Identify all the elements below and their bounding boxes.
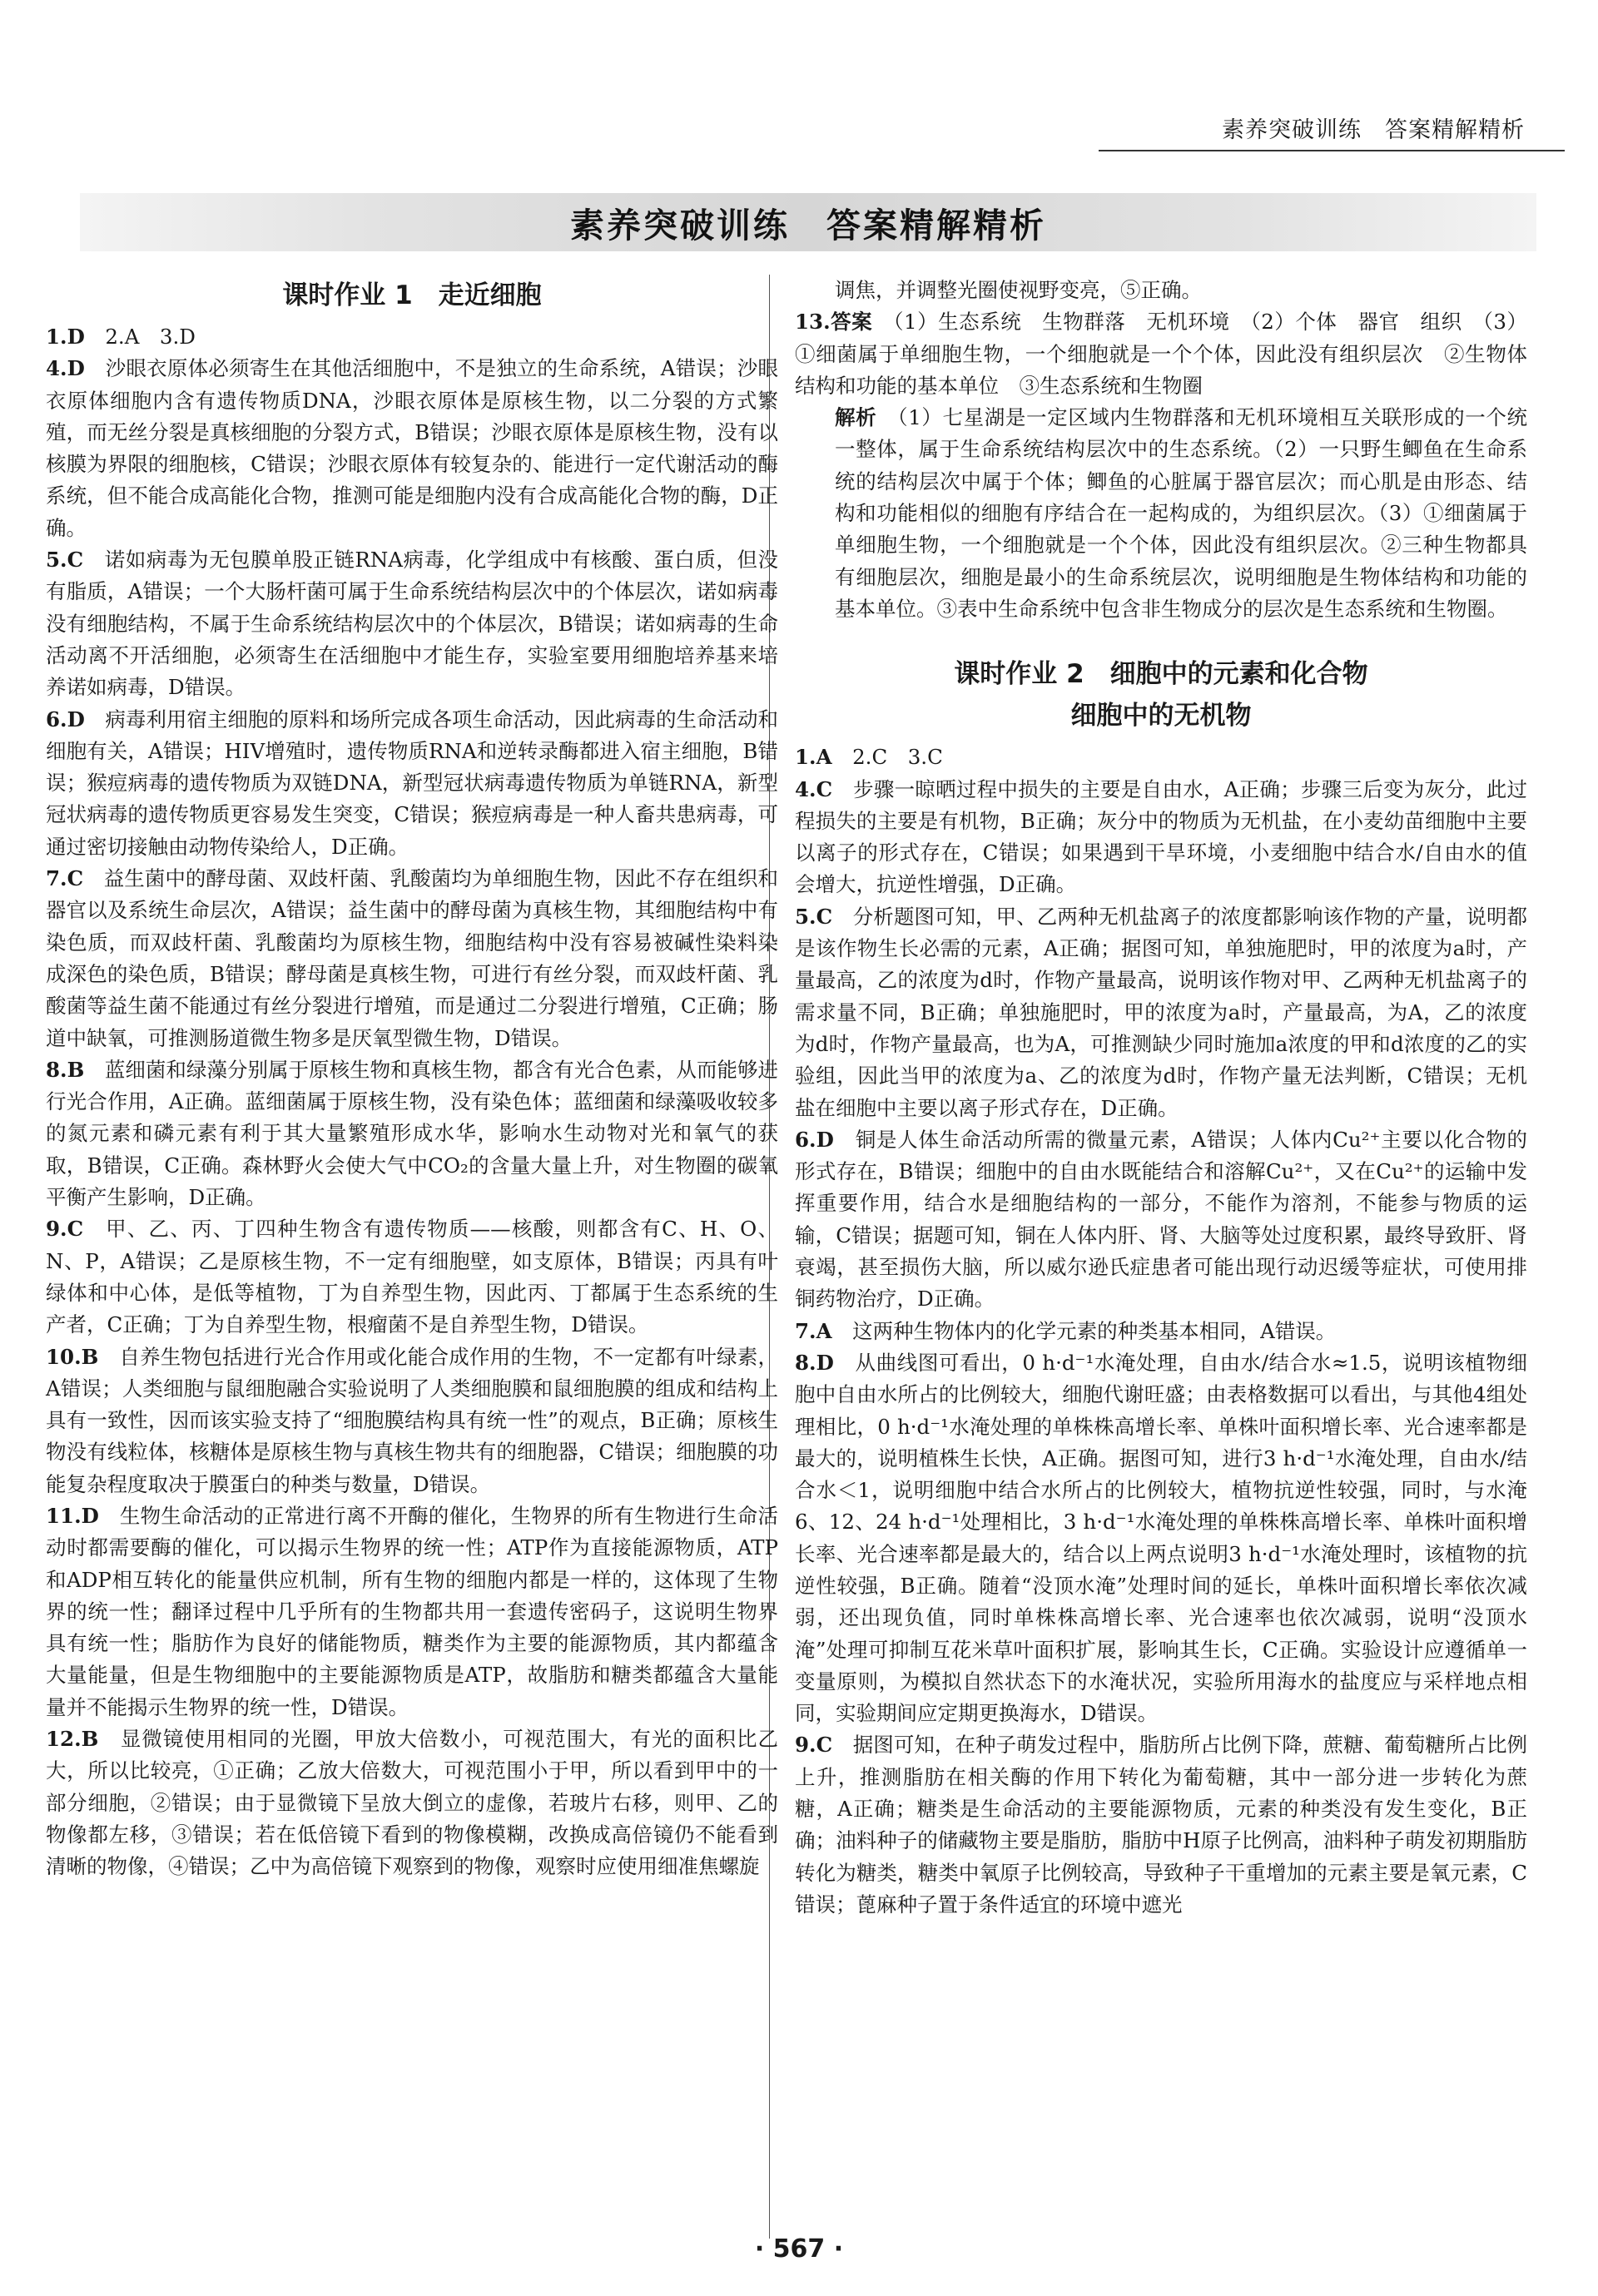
lesson-1-answers bbox=[46, 321, 778, 1883]
answer-text: 2.A 3.D bbox=[105, 325, 196, 349]
answer-text: 蓝细菌和绿藻分别属于原核生物和真核生物，都含有光合色素，从而能够进行光合作用，A正确。蓝细菌属于原核生物，没有染色体；蓝细菌和绿藻吸收较多的氮元素和磷元素有利于其大量繁殖形成水华，影响水生动物对光和氧气的获取，B错误，C正确。森林野火会使大气中CO₂的含量大量上升，对生物圈的碳氧平衡产生影响，D正确。 bbox=[46, 1057, 779, 1210]
answer-text: 从曲线图可看出，0 h·d⁻¹水淹处理，自由水/结合水≈1.5，说明该植物细胞中自由水所占的比例较大，细胞代谢旺盛；由表格数据可以看出，与其他4组处理相比，0 h·d⁻¹水淹处理的单株株高增长率、单株叶面积增长率、光合速率都是最大的，说明植株生长快，A正确。据图可知，进行3 h·d⁻¹水淹处理，自由水/结合水＜1，说明细胞中结合水所占的比例较大，植物抗逆性较强，同时，与水淹6、12、24 h·d⁻¹处理相比，3 h·d⁻¹水淹处理的单株株高增长率、单株叶面积增长率、光合速率都是最大的，结合以上两点说明3 h·d⁻¹水淹处理时，该植物的抗逆性较强，B正确。随着“没顶水淹”处理时间的延长，单株叶面积增长率依次减弱，还出现负值，同时单株株高增长率、光合速率也依次减弱，说明“没顶水淹”处理可抑制互花米草叶面积扩展，影响其生长，C正确。实验设计应遵循单一变量原则，为模拟自然状态下的水淹状况，实验所用海水的盐度应与采样地点相同，实验期间应定期更换海水，D错误。 bbox=[795, 1350, 1528, 1726]
header-rule bbox=[1099, 150, 1565, 151]
answer-text: 甲、乙、丙、丁四种生物含有遗传物质——核酸，则都含有C、H、O、N、P，A错误；乙是原核生物，不一定有细胞壁，如支原体，B错误；丙具有叶绿体和中心体，是低等植物，丁为自养型生物，因此丙、丁都属于生态系统的生产者，C正确；丁为自养型生物，根瘤菌不是自养型生物，D错误。 bbox=[46, 1217, 778, 1337]
q12-continuation: 调焦，并调整光圈使视野变亮，⑤正确。 bbox=[835, 278, 1202, 302]
answer-item bbox=[795, 901, 1527, 1124]
answer-text: 据图可知，在种子萌发过程中，脂肪所占比例下降，蔗糖、葡萄糖所占比例上升，推测脂肪在相关酶的作用下转化为葡萄糖，其中一部分进一步转化为蔗糖，A正确；糖类是生命活动的主要能源物质，元素的种类没有发生变化，B正确；油料种子的储藏物主要是脂肪，脂肪中H原子比例高，油料种子萌发初期脂肪转化为糖类，糖类中氧原子比例较高，导致种子干重增加的元素主要是氧元素，C错误；蓖麻种子置于条件适宜的环境中遮光 bbox=[795, 1733, 1528, 1917]
answer-text: 生物生命活动的正常进行离不开酶的催化，生物界的所有生物进行生命活动时都需要酶的催化，可以揭示生物界的统一性；ATP作为直接能源物质，ATP和ADP相互转化的能量供应机制，所有生物的细胞内都是一样的，这体现了生物界的统一性；翻译过程中几乎所有的生物都共用一套遗传密码子，这说明生物界具有统一性；脂肪作为良好的储能物质，糖类作为主要的能源物质，其内都蕴含大量能量，但是生物细胞中的主要能源物质是ATP，故脂肪和糖类都蕴含大量能量并不能揭示生物界的统一性，D错误。 bbox=[46, 1503, 779, 1719]
answer-item bbox=[795, 774, 1527, 901]
lesson-2-title bbox=[795, 653, 1527, 736]
lesson-2-title-line1: 课时作业 2 细胞中的元素和化合物 bbox=[954, 659, 1368, 690]
lesson-1-title: 课时作业 1 走近细胞 bbox=[282, 280, 542, 310]
answer-item bbox=[46, 863, 778, 1054]
answer-number: 6.D bbox=[46, 707, 85, 731]
q13-block bbox=[795, 306, 1527, 625]
banner-title: 素养突破训练 答案精解精析 bbox=[570, 205, 1046, 245]
answer-item bbox=[795, 1347, 1527, 1730]
q13-analysis bbox=[795, 402, 1527, 625]
answer-text: 显微镜使用相同的光圈，甲放大倍数小，可视范围大，有光的面积比乙大，所以比较亮，①正确；乙放大倍数大，可视范围小于甲，所以看到甲中的一部分细胞，②错误；由于显微镜下呈放大倒立的虚像，若玻片右移，则甲、乙的物像都左移，③错误；若在低倍镜下看到的物像模糊，改换成高倍镜仍不能看到清晰的物像，④错误；乙中为高倍镜下观察到的物像，观察时应使用细准焦螺旋 bbox=[46, 1727, 779, 1879]
answer-number: 7.A bbox=[795, 1318, 832, 1343]
answer-number: 6.D bbox=[795, 1127, 834, 1152]
q13-answer bbox=[795, 306, 1527, 402]
answer-number: 5.C bbox=[795, 904, 833, 929]
answer-number: 9.C bbox=[795, 1733, 833, 1758]
answer-number: 8.D bbox=[795, 1350, 834, 1375]
answer-number: 7.C bbox=[46, 866, 84, 891]
answer-number: 12.B bbox=[46, 1727, 99, 1752]
answer-item bbox=[46, 1341, 778, 1500]
answer-number: 1.A bbox=[795, 745, 832, 770]
analysis-label: 解析 bbox=[835, 405, 877, 430]
answer-number: 10.B bbox=[46, 1344, 99, 1369]
lesson-2-title-line2: 细胞中的无机物 bbox=[1070, 701, 1252, 731]
answer-item bbox=[795, 741, 1527, 773]
answer-number: 11.D bbox=[46, 1503, 99, 1528]
answer-item bbox=[46, 321, 778, 353]
answer-number: 5.C bbox=[46, 548, 84, 573]
running-head: 素养突破训练 答案精解精析 bbox=[1222, 117, 1525, 143]
answer-item bbox=[795, 1316, 1527, 1347]
answer-number: 1.D bbox=[46, 325, 85, 349]
answer-item bbox=[46, 1213, 778, 1341]
q13-answer-text: （1）生态系统 生物群落 无机环境 （2）个体 器官 组织 （3）①细菌属于单细胞生物，一个细胞就是一个个体，因此没有组织层次 ②生物体结构和功能的基本单位 ③生态系统和生物圈 bbox=[795, 310, 1528, 398]
answer-item bbox=[46, 353, 778, 544]
right-column bbox=[795, 275, 1527, 1921]
answer-number: 8.B bbox=[46, 1057, 85, 1082]
answer-text: 益生菌中的酵母菌、双歧杆菌、乳酸菌均为单细胞生物，因此不存在组织和器官以及系统生命层次，A错误；益生菌中的酵母菌为真核生物，其细胞结构中有染色质，而双歧杆菌、乳酸菌均为原核生物，细胞结构中没有容易被碱性染料染成深色的染色质，B错误；酵母菌是真核生物，可进行有丝分裂，而双歧杆菌、乳酸菌等益生菌不能通过有丝分裂进行增殖，而是通过二分裂进行增殖，C正确；肠道中缺氧，可推测肠道微生物多是厌氧型微生物，D错误。 bbox=[46, 866, 779, 1050]
answer-number: 4.C bbox=[795, 776, 833, 801]
lesson-2-answers bbox=[795, 741, 1527, 1921]
q13-number: 13. bbox=[795, 310, 831, 335]
answer-text: 2.C 3.C bbox=[852, 745, 943, 770]
answer-item bbox=[795, 1729, 1527, 1921]
title-banner bbox=[80, 193, 1536, 251]
left-column bbox=[46, 275, 778, 1883]
answer-item bbox=[46, 544, 778, 703]
answer-text: 分析题图可知，甲、乙两种无机盐离子的浓度都影响该作物的产量，说明都是该作物生长必需的元素，A正确；据图可知，单独施肥时，甲的浓度为a时，产量最高，乙的浓度为d时，作物产量最高，说明该作物对甲、乙两种无机盐离子的需求量不同，B正确；单独施肥时，甲的浓度为a时，产量最高，为A，乙的浓度为d时，作物产量最高，也为A，可推测缺少同时施加a浓度的甲和d浓度的乙的实验组，因此当甲的浓度为a、乙的浓度为d时，作物产量无法判断，C错误；无机盐在细胞中主要以离子形式存在，D正确。 bbox=[795, 904, 1528, 1120]
answer-item bbox=[795, 1124, 1527, 1316]
answer-text: 病毒利用宿主细胞的原料和场所完成各项生命活动，因此病毒的生命活动和细胞有关，A错误；HIV增殖时，遗传物质RNA和逆转录酶都进入宿主细胞，B错误；猴痘病毒的遗传物质为双链DNA，新型冠状病毒遗传物质为单链RNA，新型冠状病毒的遗传物质更容易发生突变，C错误；猴痘病毒是一种人畜共患病毒，可通过密切接触由动物传染给人，D正确。 bbox=[46, 707, 779, 859]
answer-item bbox=[46, 1054, 778, 1213]
page-number: · 567 · bbox=[754, 2234, 844, 2264]
answer-label: 答案 bbox=[830, 310, 873, 335]
answer-item bbox=[46, 1723, 778, 1882]
answer-text: 自养生物包括进行光合作用或化能合成作用的生物，不一定都有叶绿素，A错误；人类细胞与鼠细胞融合实验说明了人类细胞膜和鼠细胞膜的组成和结构上具有一致性，因而该实验支持了“细胞膜结构具有统一性”的观点，B正确；原核生物没有线粒体，核糖体是原核生物与真核生物共有的细胞器，C错误；细胞膜的功能复杂程度取决于膜蛋白的种类与数量，D错误。 bbox=[46, 1344, 779, 1496]
answer-number: 4.D bbox=[46, 356, 85, 381]
answer-item bbox=[46, 704, 778, 863]
answer-text: 步骤一晾晒过程中损失的主要是自由水，A正确；步骤三后变为灰分，此过程损失的主要是有机物，B正确；灰分中的物质为无机盐，在小麦幼苗细胞中主要以离子的形式存在，C错误；如果遇到干旱环境，小麦细胞中结合水/自由水的值会增大，抗逆性增强，D正确。 bbox=[795, 776, 1527, 897]
answer-text: 这两种生物体内的化学元素的种类基本相同，A错误。 bbox=[852, 1318, 1337, 1343]
answer-item bbox=[46, 1500, 778, 1723]
answer-text: 沙眼衣原体必须寄生在其他活细胞中，不是独立的生命系统，A错误；沙眼衣原体细胞内含有遗传物质DNA，沙眼衣原体是原核生物，以二分裂的方式繁殖，而无丝分裂是真核细胞的分裂方式，B错误；沙眼衣原体是原核生物，没有以核膜为界限的细胞核，C错误；沙眼衣原体有较复杂的、能进行一定代谢活动的酶系统，但不能合成高能化合物，推测可能是细胞内没有合成高能化合物的酶，D正确。 bbox=[46, 356, 778, 540]
q13-analysis-text: （1）七星湖是一定区域内生物群落和无机环境相互关联形成的一个统一整体，属于生命系统结构层次中的生态系统。（2）一只野生鲫鱼在生命系统的结构层次中属于个体；鲫鱼的心脏属于器官层次；而心肌是由形态、结构和功能相似的细胞有序结合在一起构成的，为组织层次。（3）①细菌属于单细胞生物，一个细胞就是一个个体，因此没有组织层次。②三种生物都具有细胞层次，细胞是最小的生命系统层次，说明细胞是生物体结构和功能的基本单位。③表中生命系统中包含非生物成分的层次是生态系统和生物圈。 bbox=[835, 405, 1528, 621]
answer-number: 9.C bbox=[46, 1217, 84, 1242]
answer-text: 铜是人体生命活动所需的微量元素，A错误；人体内Cu²⁺主要以化合物的形式存在，B错误；细胞中的自由水既能结合和溶解Cu²⁺，又在Cu²⁺的运输中发挥重要作用，结合水是细胞结构的一部分，不能作为溶剂，不能参与物质的运输，C错误；据题可知，铜在人体内肝、肾、大脑等处过度积累，最终导致肝、肾衰竭，甚至损伤大脑，所以威尔逊氏症患者可能出现行动迟缓等症状，可使用排铜药物治疗，D正确。 bbox=[795, 1127, 1528, 1312]
answer-text: 诺如病毒为无包膜单股正链RNA病毒，化学组成中有核酸、蛋白质，但没有脂质，A错误；一个大肠杆菌可属于生命系统结构层次中的个体层次，诺如病毒没有细胞结构，不属于生命系统结构层次中的个体层次，B错误；诺如病毒的生命活动离不开活细胞，必须寄生在活细胞中才能生存，实验室要用细胞培养基来培养诺如病毒，D错误。 bbox=[46, 548, 779, 700]
